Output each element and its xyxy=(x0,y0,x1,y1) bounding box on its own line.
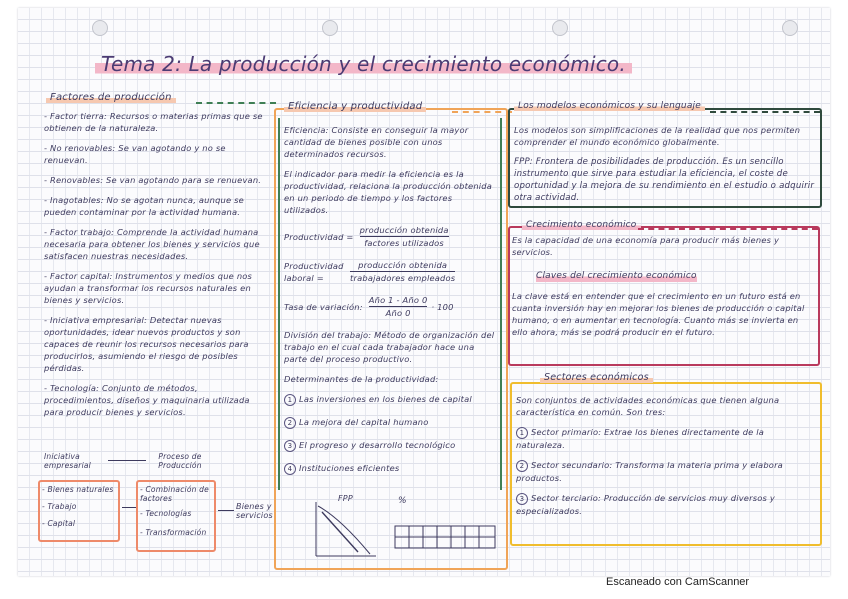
number-4-icon: 4 xyxy=(284,463,296,475)
binder-hole-icon xyxy=(322,20,338,36)
number-2-icon: 2 xyxy=(516,460,528,472)
fpp-sketch-label: FPP xyxy=(338,494,353,503)
fraction-denominator: trabajadores empleados xyxy=(350,273,456,283)
arrow-right-icon xyxy=(218,510,234,511)
fraction xyxy=(360,224,449,249)
number-2-icon: 2 xyxy=(284,417,296,429)
fraction xyxy=(369,294,428,319)
factor-item: - Renovables: Se van agotando para se renuevan. xyxy=(44,175,262,185)
connector-line xyxy=(638,228,818,230)
eficiencia-content xyxy=(284,124,498,485)
modelos-fpp: FPP: Frontera de posibilidades de producción. Es un sencillo instrumento que sirve para estudiar la eficiencia, el coste de oportunidad y la mejora de su rendimiento en el estudio o adquirir otra actividad. xyxy=(514,157,815,203)
fraction-numerator: producción obtenida xyxy=(359,225,449,235)
formula-label: Productividad = xyxy=(284,231,354,242)
sectores-content xyxy=(516,394,814,525)
determinantes-heading: Determinantes de la productividad: xyxy=(284,374,439,384)
formula-label: Tasa de variación: xyxy=(284,301,363,312)
crecimiento-heading: Crecimiento económico xyxy=(522,220,641,230)
inputs-box xyxy=(38,480,120,542)
sector-item: Sector secundario: Transforma la materia prima y elabora productos. xyxy=(516,460,783,483)
factor-item: - Tecnología: Conjunto de métodos, procedimientos, diseños y maquinaria utilizada para producir bienes y servicios. xyxy=(44,383,250,417)
diagram-output: Bienes y servicios xyxy=(236,502,273,520)
input-item: - Capital xyxy=(42,519,76,528)
arrow-right-icon xyxy=(108,460,146,461)
number-1-icon: 1 xyxy=(284,394,296,406)
number-3-icon: 3 xyxy=(284,440,296,452)
binder-hole-icon xyxy=(552,20,568,36)
sector-item: Sector terciario: Producción de servicios muy diversos y especializados. xyxy=(516,493,775,516)
formula-multiplier: · 100 xyxy=(431,301,454,312)
fraction xyxy=(350,259,455,284)
connector-line xyxy=(196,102,276,104)
input-item: - Bienes naturales xyxy=(42,485,114,494)
division-trabajo: División del trabajo: Método de organización del trabajo en el cual cada trabajador hace una parte del proceso productivo. xyxy=(284,330,495,364)
fraction-numerator: Año 1 - Año 0 xyxy=(368,295,428,305)
determinante-item: Las inversiones en los bienes de capital xyxy=(299,394,472,404)
page-title: Tema 2: La producción y el crecimiento económico. xyxy=(95,52,632,76)
factor-item: - Inagotables: No se agotan nunca, aunque se pueden contaminar por la actividad humana. xyxy=(44,195,244,217)
connector-line xyxy=(710,111,820,113)
fraction-denominator: Año 0 xyxy=(385,308,411,318)
sectores-intro: Son conjuntos de actividades económicas que tienen alguna característica en común. Son tres: xyxy=(516,395,780,417)
production-diagram xyxy=(38,452,273,564)
process-box xyxy=(136,480,216,552)
formula-productividad xyxy=(284,224,498,249)
arrow-right-icon xyxy=(122,507,136,508)
formula-productividad-laboral xyxy=(284,259,498,284)
factor-item: - Iniciativa empresarial: Detectar nuevas oportunidades, idear nuevos productos y son capaces de reunir los recursos necesarios para producirlos, asumiendo el riesgo de posibles pérdidas. xyxy=(44,315,249,373)
input-item: - Trabajo xyxy=(42,502,77,511)
fraction-numerator: producción obtenida xyxy=(350,259,455,272)
determinante-item: La mejora del capital humano xyxy=(299,417,429,427)
process-item: - Tecnologías xyxy=(140,509,192,518)
crecimiento-text: Es la capacidad de una economía para producir más bienes y servicios. xyxy=(512,235,780,257)
binder-hole-icon xyxy=(92,20,108,36)
camscanner-watermark: Escaneado con CamScanner xyxy=(606,576,750,588)
process-item: - Combinación de factores xyxy=(140,485,209,503)
connector-line xyxy=(452,111,512,113)
diagram-iniciativa: Iniciativa empresarial xyxy=(44,452,91,470)
table-sketch-label: % xyxy=(398,496,407,506)
factor-item: - Factor trabajo: Comprende la actividad humana necesaria para obtener los bienes y servicios que satisfacen nuestras necesidades. xyxy=(44,227,260,261)
crecimiento-content xyxy=(512,234,814,346)
modelos-heading: Los modelos económicos y su lenguaje xyxy=(514,101,705,111)
factor-item: - Factor tierra: Recursos o materias primas que se obtienen de la naturaleza. xyxy=(44,111,263,133)
determinante-item: El progreso y desarrollo tecnológico xyxy=(299,440,456,450)
claves-heading: Claves del crecimiento económico xyxy=(536,271,697,281)
table-sketch xyxy=(394,518,500,552)
formula-tasa-variacion xyxy=(284,294,498,319)
number-1-icon: 1 xyxy=(516,427,528,439)
eficiencia-indicador: El indicador para medir la eficiencia es la productividad, relaciona la producción obtenida en un periodo de tiempo y los factores utilizados. xyxy=(284,169,493,215)
sectores-heading: Sectores económicos xyxy=(540,372,653,383)
diagram-proceso: Proceso de Producción xyxy=(158,452,202,470)
sector-item: Sector primario: Extrae los bienes directamente de la naturaleza. xyxy=(516,427,765,450)
process-item: - Transformación xyxy=(140,528,207,537)
determinante-item: Instituciones eficientes xyxy=(299,463,400,473)
number-3-icon: 3 xyxy=(516,493,528,505)
factores-heading: Factores de producción xyxy=(46,92,176,103)
factores-list xyxy=(44,110,266,426)
modelos-text: Los modelos son simplificaciones de la realidad que nos permiten comprender el mundo económico globalmente. xyxy=(514,125,801,147)
modelos-content xyxy=(514,124,816,212)
fpp-curve-sketch xyxy=(310,498,380,560)
fraction-denominator: factores utilizados xyxy=(364,238,444,248)
binder-hole-icon xyxy=(782,20,798,36)
eficiencia-definicion: Eficiencia: Consiste en conseguir la mayor cantidad de bienes posible con unos determinados recursos. xyxy=(284,125,469,159)
eficiencia-heading: Eficiencia y productividad xyxy=(284,101,426,112)
formula-label: Productividad laboral = xyxy=(284,260,344,283)
factor-item: - No renovables: Se van agotando y no se renuevan. xyxy=(44,143,226,165)
factor-item: - Factor capital: Instrumentos y medios que nos ayudan a transformar los recursos naturales en bienes y servicios. xyxy=(44,271,253,305)
claves-text: La clave está en entender que el crecimiento en un futuro está en cuanta inversión hay en mejorar los bienes de producción o capital humano, o en aumentar en tecnología. Cuanto más se invierta en ello ahora, más se podrá producir en el futuro. xyxy=(512,291,805,337)
